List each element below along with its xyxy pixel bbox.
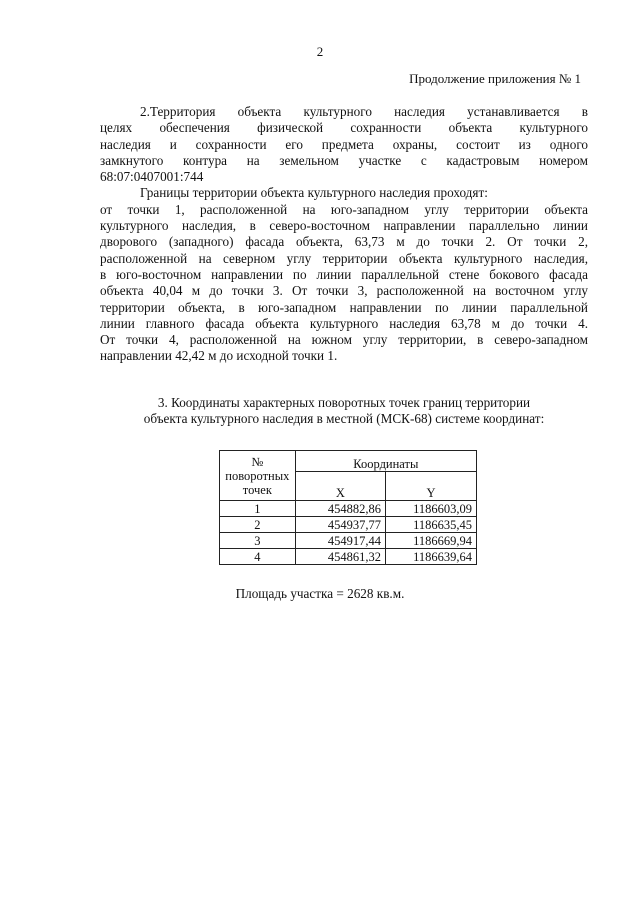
y-value: 1186639,64 bbox=[385, 549, 476, 565]
section-2-paragraph bbox=[100, 104, 588, 185]
text-line: объекта 40,04 м до точки 3. От точки 3, расположенной на восточном углу bbox=[100, 283, 588, 299]
text-line: от точки 1, расположенной на юго-западном углу территории объекта bbox=[100, 201, 588, 217]
page-number: 2 bbox=[316, 44, 324, 59]
text-line: направлении 42,42 м до исходной точки 1. bbox=[100, 348, 338, 364]
text-line: 3. Координаты характерных поворотных точек границ территории bbox=[157, 394, 531, 410]
x-value: 454882,86 bbox=[295, 501, 385, 517]
point-number: 4 bbox=[220, 549, 296, 565]
table-row bbox=[220, 549, 477, 565]
text-line: целях обеспечения физической сохранности объекта культурного bbox=[100, 120, 588, 136]
point-number: 3 bbox=[220, 533, 296, 549]
text-line: культурного наследия, в северо-восточном направлении параллельно линии bbox=[100, 218, 588, 234]
continuation-header: Продолжение приложения № 1 bbox=[409, 71, 581, 86]
point-number-header bbox=[220, 451, 296, 501]
text-line: в юго-восточном направлении по линии параллельной стене бокового фасада bbox=[100, 266, 588, 282]
y-value: 1186635,45 bbox=[385, 517, 476, 533]
x-value: 454861,32 bbox=[295, 549, 385, 565]
x-header: X bbox=[295, 472, 385, 501]
boundaries-paragraph bbox=[100, 185, 588, 364]
header-line: точек bbox=[242, 482, 272, 497]
text-line: замкнутого контура на земельном участке с кадастровым номером bbox=[100, 152, 588, 168]
table-row bbox=[220, 501, 477, 517]
text-line: 2.Территория объекта культурного наследия устанавливается в bbox=[140, 104, 588, 119]
x-value: 454937,77 bbox=[295, 517, 385, 533]
x-value: 454917,44 bbox=[295, 533, 385, 549]
text-line: объекта культурного наследия в местной (МСК-68) системе координат: bbox=[143, 410, 545, 426]
table-row bbox=[220, 517, 477, 533]
text-line: 68:07:0407001:744 bbox=[100, 169, 204, 185]
text-line: дворового (западного) фасада объекта, 63,73 м до точки 2. От точки 2, bbox=[100, 234, 588, 250]
document-body bbox=[100, 104, 588, 427]
header-line: поворотных bbox=[225, 468, 290, 483]
text-line: линии главного фасада объекта культурного наследия 63,78 м до точки 4. bbox=[100, 315, 588, 331]
text-line: Границы территории объекта культурного наследия проходят: bbox=[140, 185, 488, 201]
coordinates-header: Координаты bbox=[295, 451, 476, 472]
coordinates-table bbox=[219, 450, 477, 565]
y-header: Y bbox=[385, 472, 476, 501]
y-value: 1186669,94 bbox=[385, 533, 476, 549]
point-number: 1 bbox=[220, 501, 296, 517]
text-line: расположенной на северном углу территории объекта культурного наследия, bbox=[100, 250, 588, 266]
point-number: 2 bbox=[220, 517, 296, 533]
text-line: наследия и сохранности его предмета охраны, состоит из одного bbox=[100, 136, 588, 152]
section-3-heading bbox=[100, 395, 588, 427]
area-text: Площадь участка = 2628 кв.м. bbox=[235, 586, 405, 601]
header-line: № bbox=[251, 454, 264, 469]
text-line: От точки 4, расположенной на южном углу территории, в северо-западном bbox=[100, 332, 588, 348]
text-line: территории объекта, в юго-западном направлении по линии параллельной bbox=[100, 299, 588, 315]
y-value: 1186603,09 bbox=[385, 501, 476, 517]
table-row bbox=[220, 533, 477, 549]
